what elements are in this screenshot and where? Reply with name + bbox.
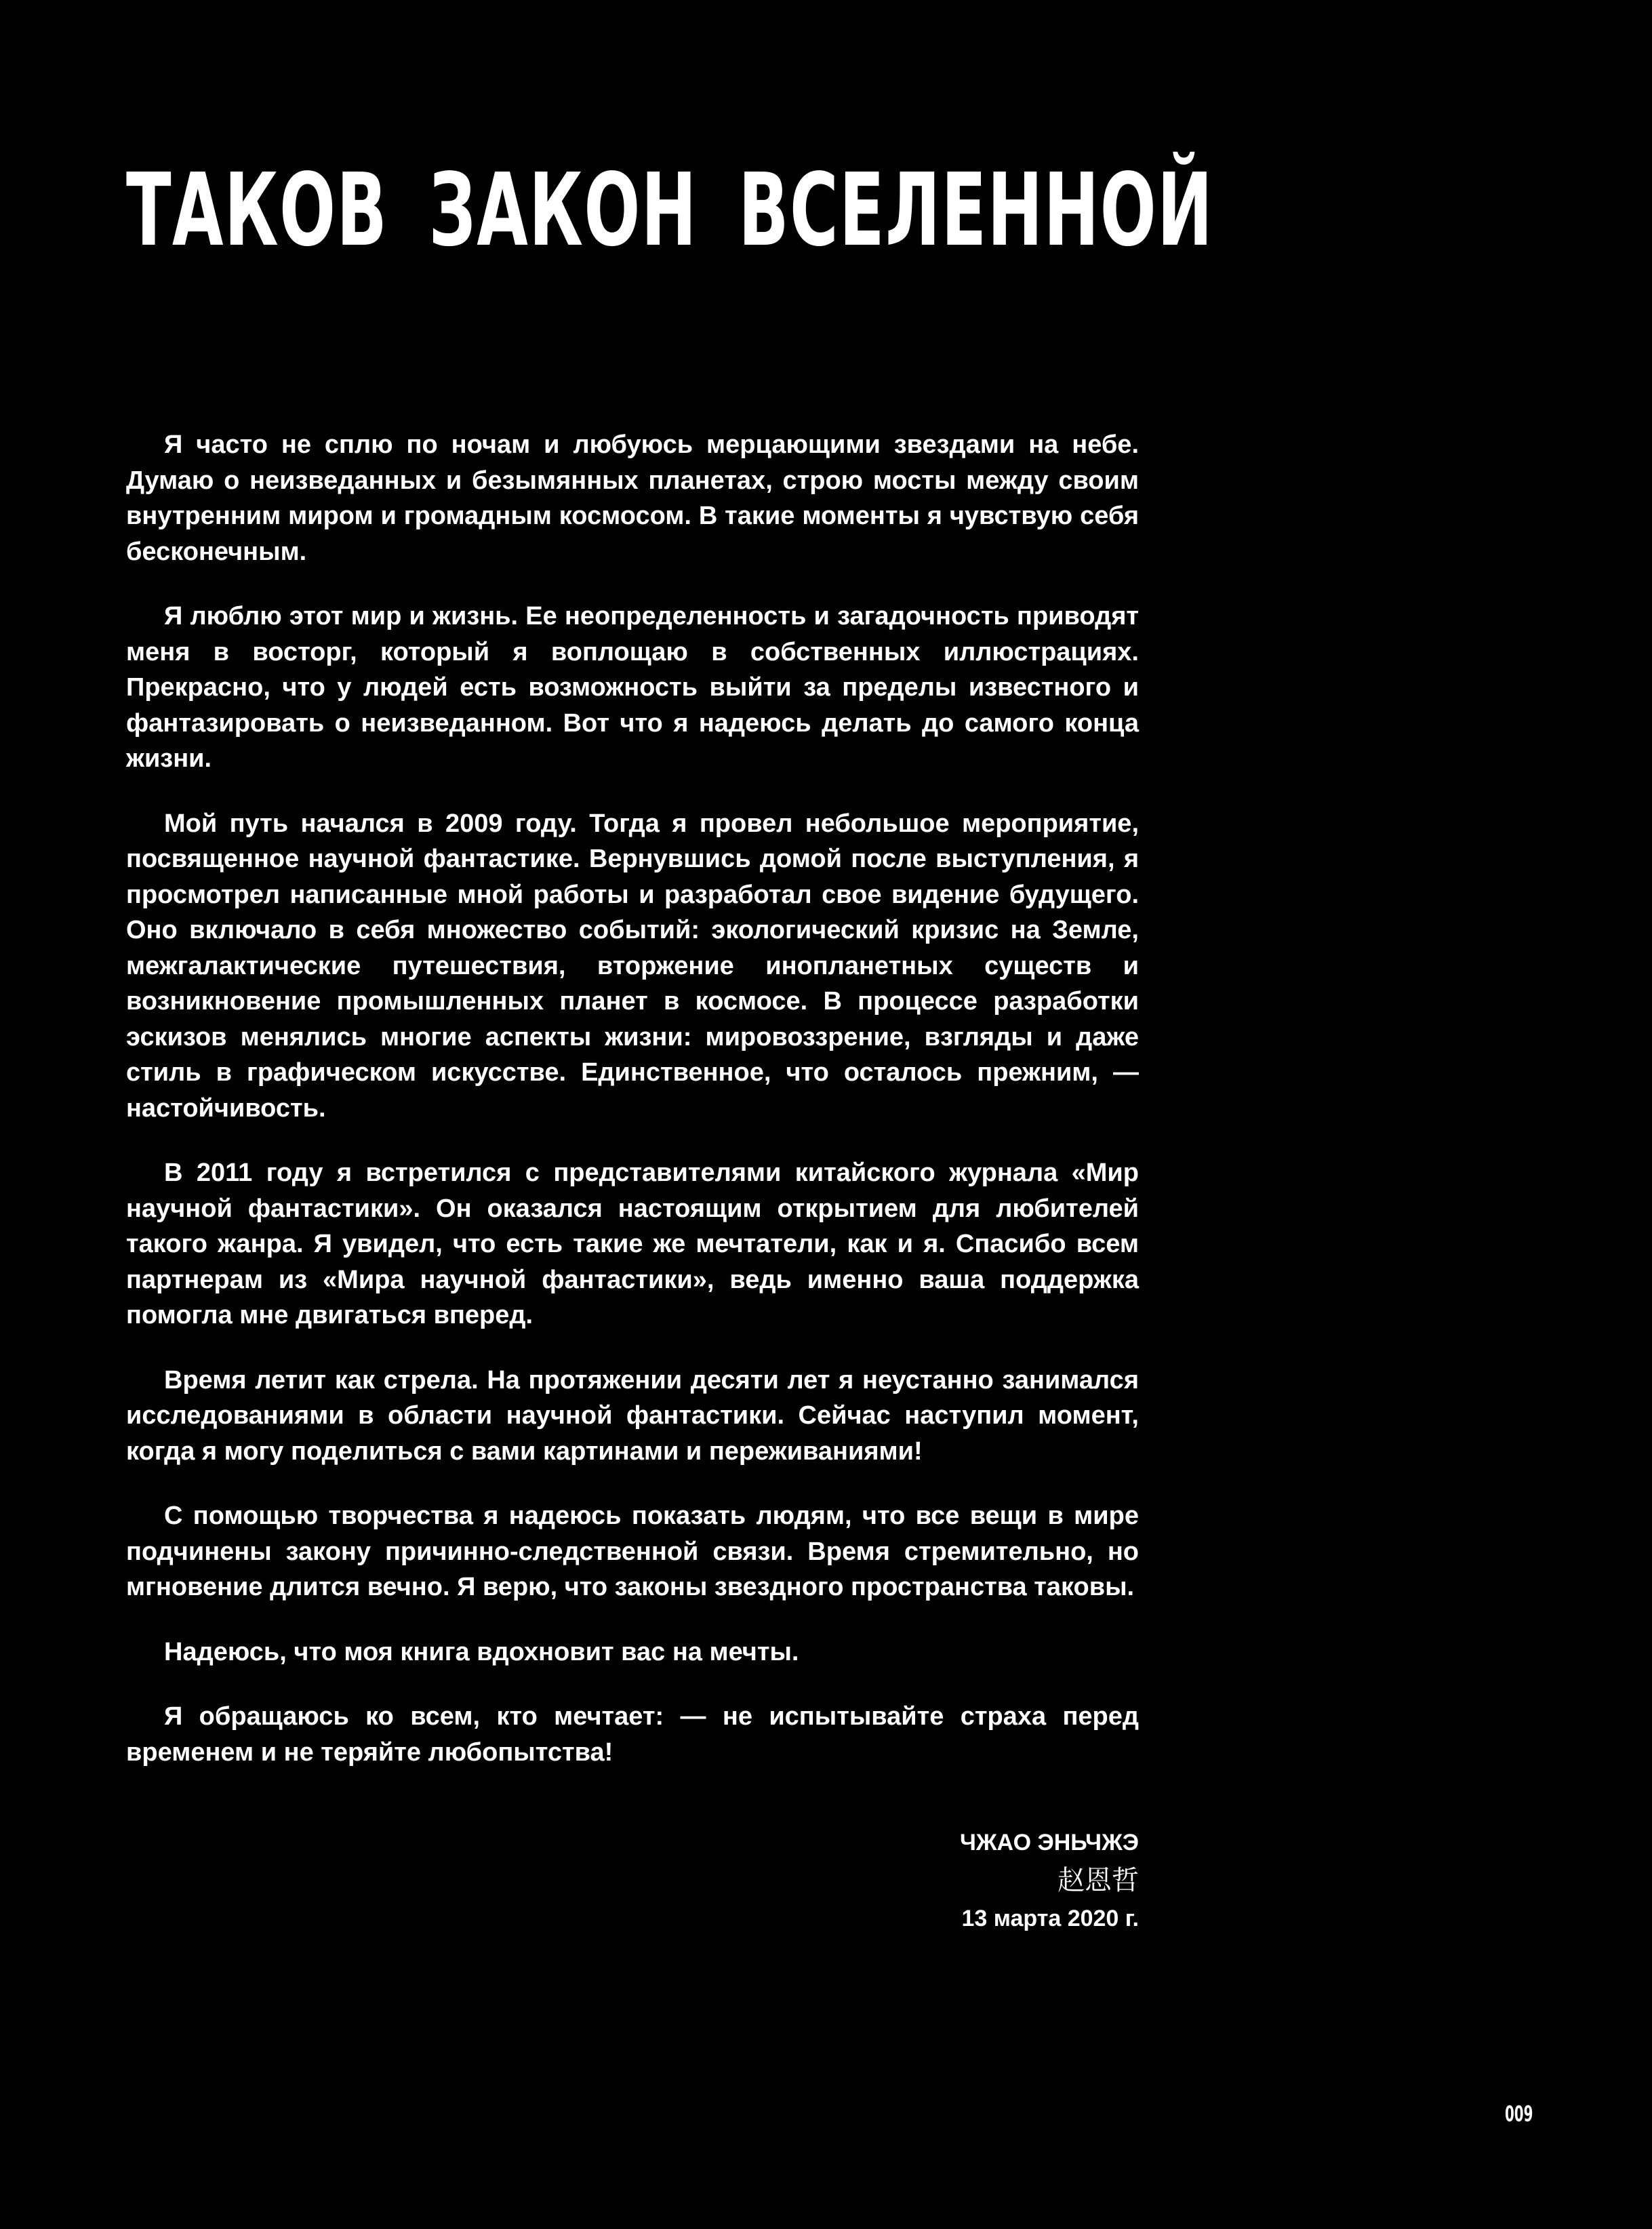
signature-date: 13 марта 2020 г. [961,1906,1139,1931]
paragraph: Я люблю этот мир и жизнь. Ее неопределенность и загадочность приводят меня в восторг, который я воплощаю в собственных иллюстрациях. Прекрасно, что у людей есть возможность выйти за пределы известного и фантазировать о неизведанном. Вот что я надеюсь делать до самого конца жизни. [126,602,1139,773]
paragraph: Я обращаюсь ко всем, кто мечтает: — не испытывайте страха перед временем и не теряйте любопытства! [126,1702,1139,1767]
paragraph: Я часто не сплю по ночам и любуюсь мерцающими звездами на небе. Думаю о неизведанных и безымянных планетах, строю мосты между своим внутренним миром и громадным космосом. В такие моменты я чувствую себя бесконечным. [126,430,1139,566]
paragraph: Время летит как стрела. На протяжении десяти лет я неустанно занимался исследованиями в области научной фантастики. Сейчас наступил момент, когда я могу поделиться с вами картинами и переживаниями! [126,1365,1139,1466]
page-number: 009 [1505,2101,1533,2127]
author-name: ЧЖАО ЭНЬЧЖЭ [959,1830,1139,1855]
signature-block [800,1824,1139,1937]
page-title: ТАКОВ ЗАКОН ВСЕЛЕННОЙ [126,152,1214,268]
author-name-chinese: 赵恩哲 [1057,1865,1139,1896]
paragraph: Мой путь начался в 2009 году. Тогда я провел небольшое мероприятие, посвященное научной фантастике. Вернувшись домой после выступления, я просмотрел написанные мной работы и разработал свое видение будущего. Оно включало в себя множество событий: экологический кризис на Земле, межгалактические путешествия, вторжение инопланетных существ и возникновение промышленных планет в космосе. В процессе разработки эскизов менялись многие аспекты жизни: мировоззрение, взгляды и даже стиль в графическом искусстве. Единственное, что осталось прежним, — настойчивость. [126,809,1139,1123]
paragraph: Надеюсь, что моя книга вдохновит вас на мечты. [164,1637,799,1666]
paragraph: В 2011 году я встретился с представителями китайского журнала «Мир научной фантастики». Он оказался настоящим открытием для любителей такого жанра. Я увидел, что есть такие же мечтатели, как и я. Спасибо всем партнерам из «Мира научной фантастики», ведь именно ваша поддержка помогла мне двигаться вперед. [126,1159,1139,1329]
body-text [126,427,1139,1770]
paragraph: С помощью творчества я надеюсь показать людям, что все вещи в мире подчинены закону причинно-следственной связи. Время стремительно, но мгновение длится вечно. Я верю, что законы звездного пространства таковы. [126,1502,1139,1601]
